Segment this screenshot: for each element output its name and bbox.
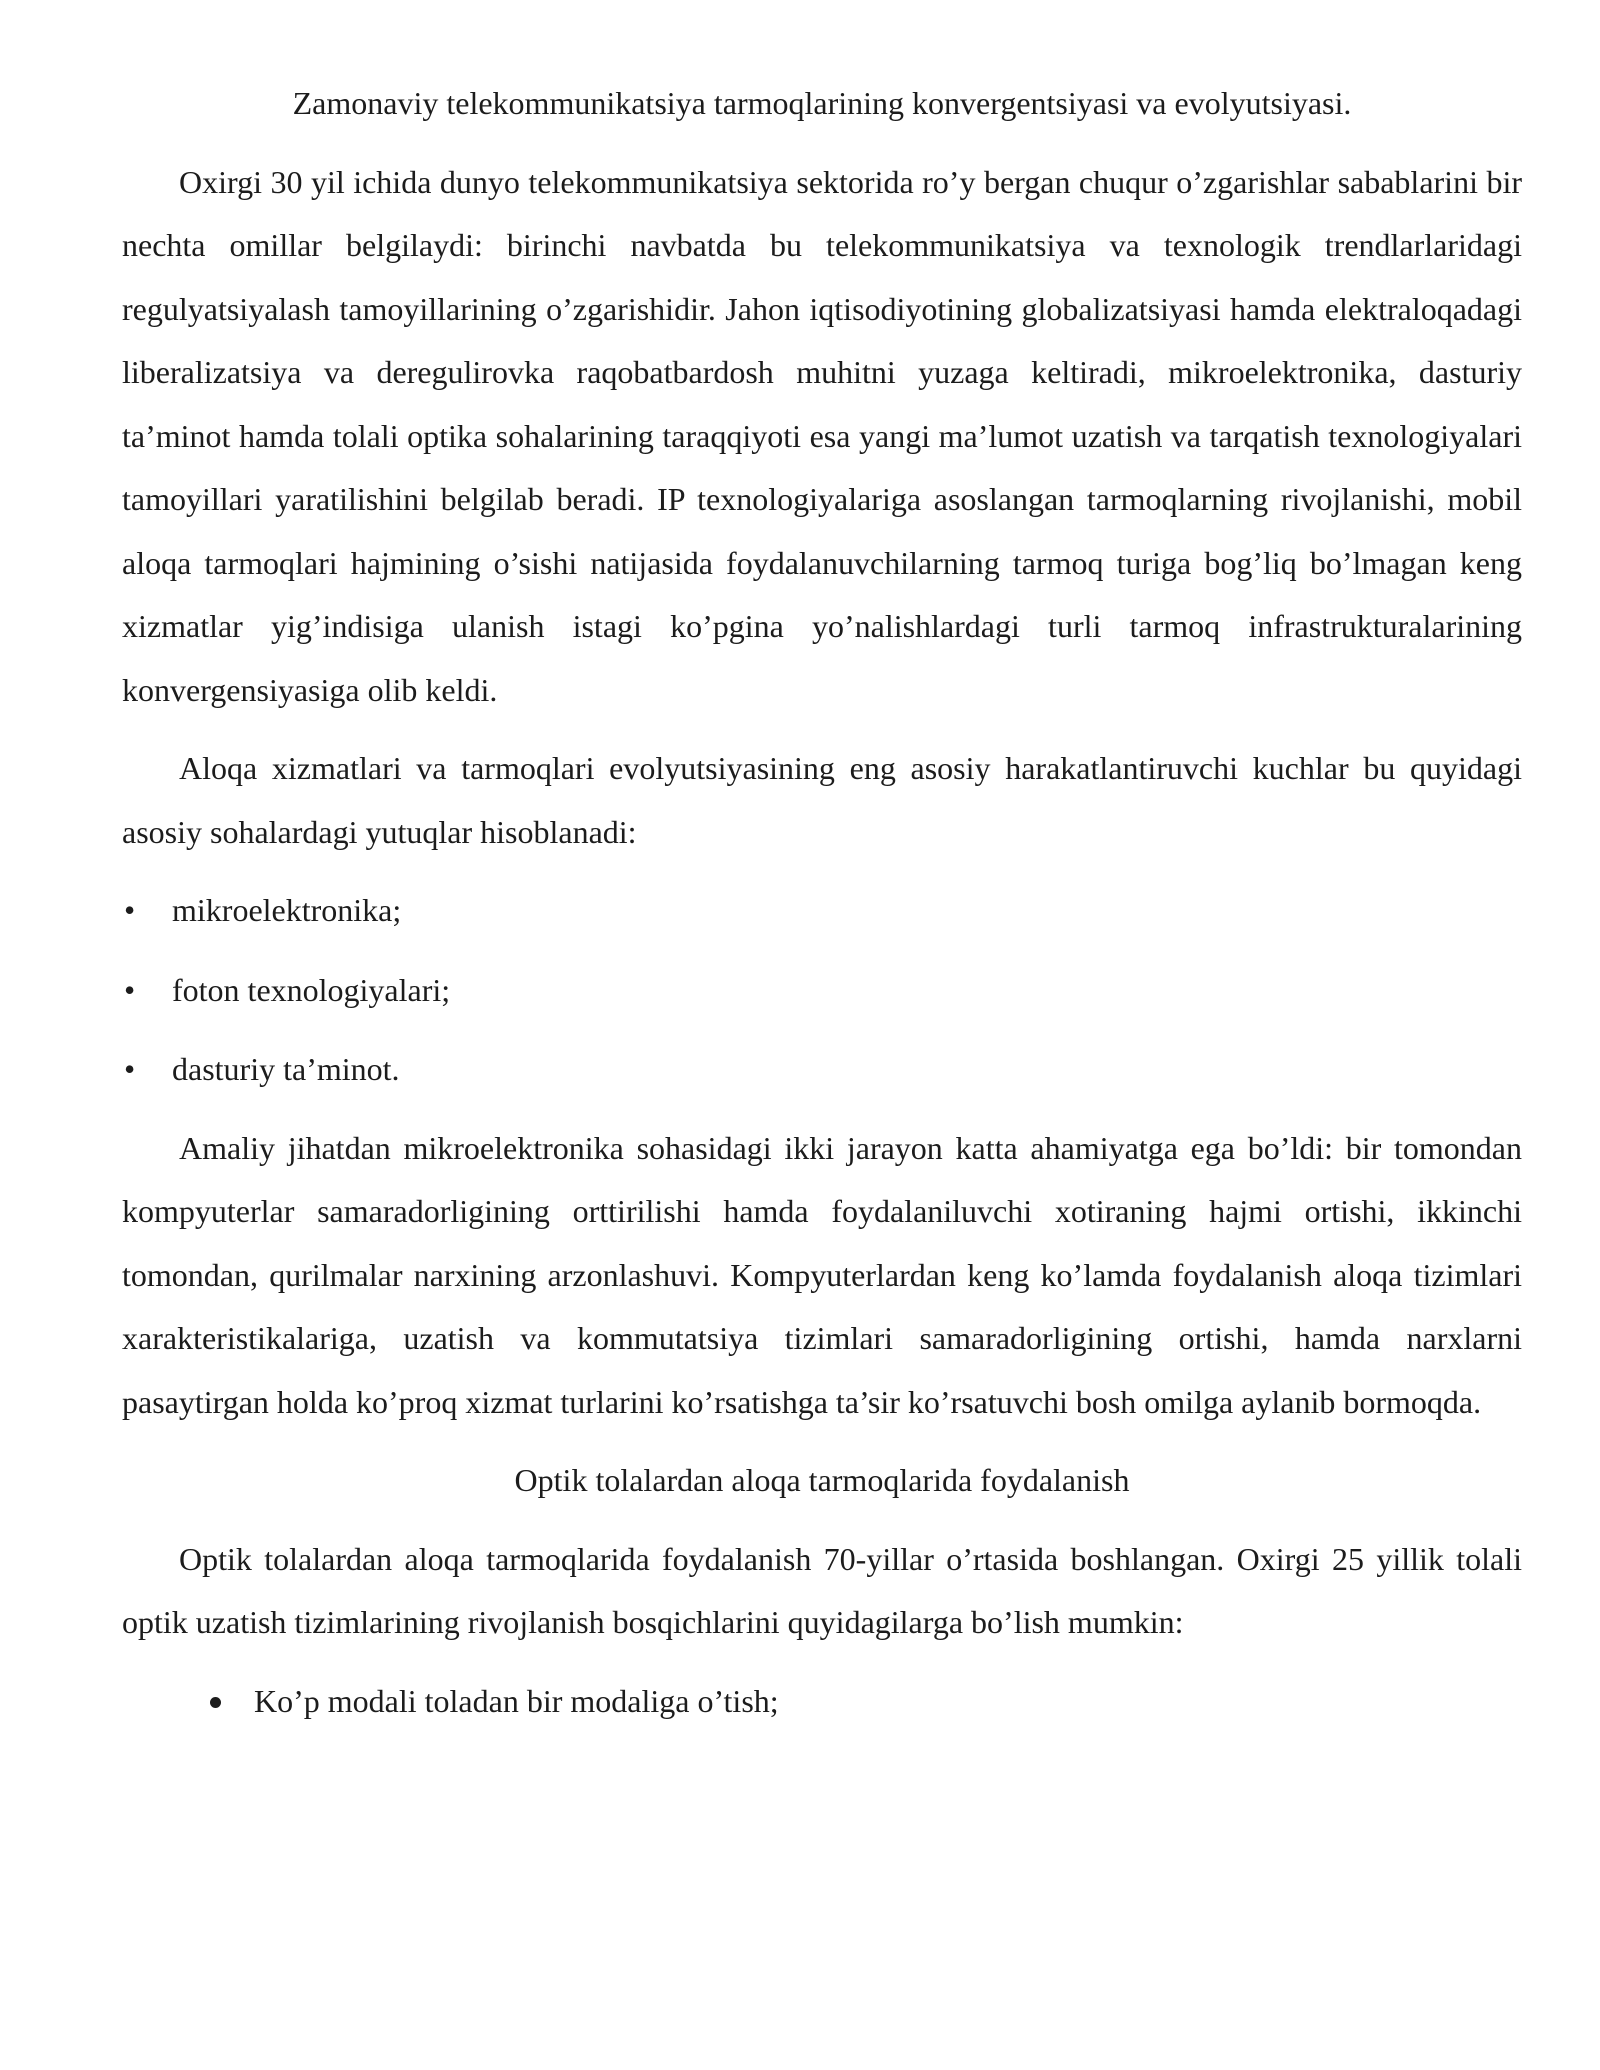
- bullet-dot-icon: [210, 1697, 221, 1708]
- bullet-icon: •: [124, 1051, 136, 1087]
- list-item-text: foton texnologiyalari;: [172, 971, 451, 1008]
- list-item-text: dasturiy ta’minot.: [172, 1051, 400, 1087]
- list-item-text: mikroelektronika;: [172, 892, 402, 928]
- paragraph-intro: Oxirgi 30 yil ichida dunyo telekommunikatsiya sektorida ro’y bergan chuqur o’zgarishlar sabablarini bir nechta omillar belgilaydi: birinchi navbatda bu telekommunikatsiya va texnologik trendlarlaridagi regulyatsiyalash tamoyillarining o’zgarishidir. Jahon iqtisodiyotining globalizatsiyasi hamda elektraloqadagi liberalizatsiya va deregulirovka raqobatbardosh muhitni yuzaga keltiradi, mikroelektronika, dasturiy ta’minot hamda tolali optika sohalarining taraqqiyoti esa yangi ma’lumot uzatish va tarqatish texnologiyalari tamoyillari yaratilishini belgilab beradi. IP texnologiyalariga asoslangan tarmoqlarning rivojlanishi, mobil aloqa tarmoqlari hajmining o’sishi natijasida foydalanuvchilarning tarmoq turiga bog’liq bo’lmagan keng xizmatlar yig’indisiga ulanish istagi ko’pgina yo’nalishlardagi turli tarmoq infrastrukturalarining konvergensiyasiga olib keldi.: [122, 163, 1522, 708]
- list-item: [122, 1670, 1522, 1734]
- fiber-stages-list: [122, 1670, 1522, 1734]
- bullet-icon: •: [124, 892, 136, 928]
- document-body: [122, 72, 1522, 1733]
- list-item-text: Ko’p modali toladan bir modaliga o’tish;: [254, 1682, 779, 1719]
- list-item: [122, 1038, 1522, 1102]
- list-item: [122, 959, 1522, 1023]
- section-heading-optical-fiber: Optik tolalardan aloqa tarmoqlarida foydalanish: [514, 1462, 1130, 1498]
- bullet-icon: •: [124, 971, 136, 1008]
- paragraph-optical-fiber: Optik tolalardan aloqa tarmoqlarida foydalanish 70-yillar o’rtasida boshlangan. Oxirgi 25 yillik tolali optik uzatish tizimlarining rivojlanish bosqichlarini quyidagilarga bo’lish mumkin:: [122, 1540, 1522, 1640]
- list-item: [122, 879, 1522, 943]
- paragraph-driving-forces: Aloqa xizmatlari va tarmoqlari evolyutsiyasining eng asosiy harakatlantiruvchi kuchlar bu quyidagi asosiy sohalardagi yutuqlar hisoblanadi:: [122, 750, 1522, 850]
- paragraph-microelectronics: Amaliy jihatdan mikroelektronika sohasidagi ikki jarayon katta ahamiyatga ega bo’ldi: bir tomondan kompyuterlar samaradorligining orttirilishi hamda foydalaniluvchi xotiraning hajmi ortishi, ikkinchi tomondan, qurilmalar narxining arzonlashuvi. Kompyuterlardan keng ko’lamda foydalanish aloqa tizimlari xarakteristikalariga, uzatish va kommutatsiya tizimlari samaradorligining ortishi, hamda narxlarni pasaytirgan holda ko’proq xizmat turlarini ko’rsatishga ta’sir ko’rsatuvchi bosh omilga aylanib bormoqda.: [122, 1129, 1522, 1420]
- key-areas-list: [122, 879, 1522, 1102]
- section-heading-convergence: Zamonaviy telekommunikatsiya tarmoqlarining konvergentsiyasi va evolyutsiyasi.: [292, 85, 1352, 121]
